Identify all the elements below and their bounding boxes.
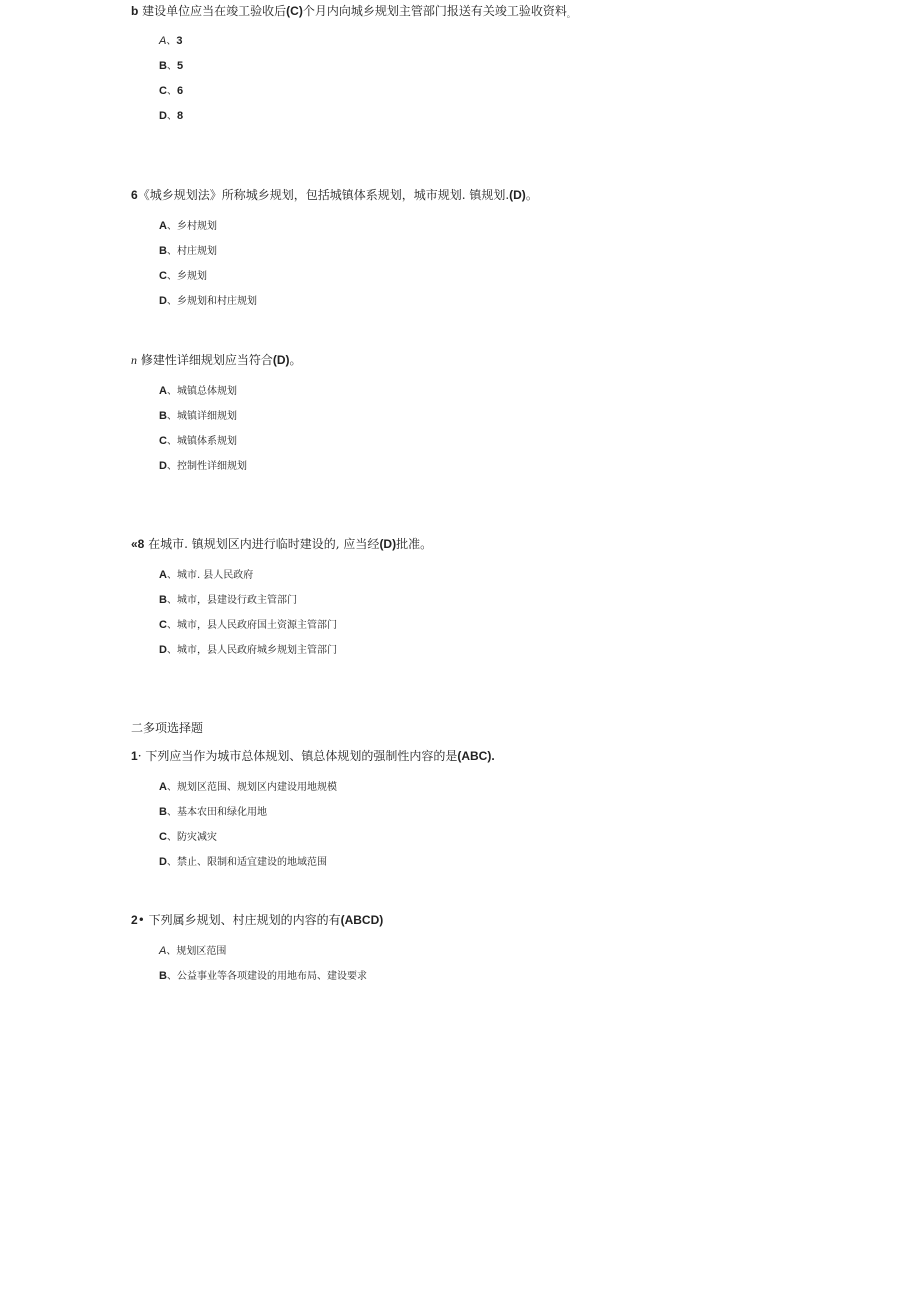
question-text: • 下列属乡规划、村庄规划的内容的有 bbox=[137, 913, 341, 927]
question-8 bbox=[131, 536, 432, 552]
option-letter: B bbox=[159, 594, 167, 606]
option-text: 乡规划 bbox=[176, 271, 207, 282]
option-separator: 、 bbox=[166, 971, 177, 982]
option-separator: 、 bbox=[166, 946, 177, 957]
option-text: 禁止、限制和适宜建设的地域范围 bbox=[176, 857, 327, 868]
answer-key: (D) bbox=[509, 188, 526, 202]
option-separator: 、 bbox=[166, 620, 177, 631]
option-text: 城镇总体规划 bbox=[176, 386, 237, 397]
answer-key: (D) bbox=[379, 537, 397, 551]
option-text: 公益事业等各项建设的用地布局、建设要求 bbox=[176, 971, 367, 982]
option-letter: A bbox=[159, 385, 167, 397]
option-separator: 、 bbox=[166, 807, 177, 818]
option-separator: 、 bbox=[166, 645, 177, 656]
option-text: 规划区范围、规划区内建设用地规模 bbox=[176, 782, 337, 793]
option-separator: 、 bbox=[166, 461, 177, 472]
option-text: 村庄规划 bbox=[176, 246, 217, 257]
option-b bbox=[159, 244, 217, 259]
option-letter: A bbox=[159, 220, 167, 232]
option-letter: B bbox=[159, 410, 167, 422]
option-text: 城镇详细规划 bbox=[176, 411, 237, 422]
option-separator: 、 bbox=[166, 411, 177, 422]
option-letter: D bbox=[159, 295, 167, 307]
option-d bbox=[159, 294, 257, 309]
question-text: 个月内向城乡规划主管部门报送有关竣工验收资料 bbox=[302, 4, 567, 18]
option-separator: 、 bbox=[166, 832, 177, 843]
option-text: 城市. 县人民政府 bbox=[176, 570, 254, 581]
option-b bbox=[159, 409, 237, 424]
option-separator: 、 bbox=[166, 61, 177, 72]
question-number: n bbox=[131, 353, 137, 367]
option-text: 城镇体系规划 bbox=[176, 436, 237, 447]
multi-question-1 bbox=[131, 748, 495, 764]
option-letter: C bbox=[159, 85, 167, 97]
option-separator: 、 bbox=[166, 246, 177, 257]
option-text: 3 bbox=[176, 35, 183, 47]
option-letter: A bbox=[159, 945, 167, 957]
option-separator: 、 bbox=[166, 386, 177, 397]
option-letter: B bbox=[159, 970, 167, 982]
option-letter: A bbox=[159, 35, 167, 47]
option-text: 乡村规划 bbox=[176, 221, 217, 232]
option-a bbox=[159, 219, 217, 234]
option-separator: 、 bbox=[166, 857, 177, 868]
multi-question-2 bbox=[131, 912, 383, 928]
answer-key: (ABCD) bbox=[340, 913, 384, 927]
question-tail: 。 bbox=[525, 188, 538, 202]
option-b bbox=[159, 805, 267, 820]
option-text: 8 bbox=[176, 110, 184, 122]
question-number: «8 bbox=[131, 537, 145, 551]
option-b bbox=[159, 969, 367, 984]
option-text: 城市，县建设行政主管部门 bbox=[176, 595, 297, 606]
option-c bbox=[159, 269, 207, 284]
option-text: 城市，县人民政府国土资源主管部门 bbox=[176, 620, 337, 631]
option-letter: C bbox=[159, 831, 167, 843]
section-heading: 二多项选择题 bbox=[131, 721, 204, 735]
option-text: 城市，县人民政府城乡规划主管部门 bbox=[176, 645, 337, 656]
question-5 bbox=[131, 3, 575, 23]
option-letter: D bbox=[159, 856, 167, 868]
option-letter: C bbox=[159, 619, 167, 631]
question-text: 《城乡规划法》所称城乡规划，包括城镇体系规划，城市规划. 镇规划. bbox=[137, 188, 510, 202]
option-letter: D bbox=[159, 460, 167, 472]
question-text: 修建性详细规划应当符合 bbox=[137, 353, 273, 367]
question-7 bbox=[131, 352, 302, 368]
option-letter: B bbox=[159, 60, 167, 72]
option-text: 6 bbox=[176, 85, 184, 97]
option-letter: B bbox=[159, 806, 167, 818]
option-letter: C bbox=[159, 270, 167, 282]
answer-key: (D) bbox=[272, 353, 290, 367]
option-c bbox=[159, 434, 237, 449]
option-d bbox=[159, 109, 183, 124]
option-text: 规划区范围 bbox=[176, 946, 227, 957]
option-letter: B bbox=[159, 245, 167, 257]
option-d bbox=[159, 855, 327, 870]
option-separator: 、 bbox=[166, 436, 177, 447]
option-separator: 、 bbox=[166, 221, 177, 232]
question-number: b bbox=[131, 4, 139, 18]
question-number: 1 bbox=[131, 749, 138, 763]
option-a bbox=[159, 780, 337, 795]
question-6 bbox=[131, 187, 538, 203]
option-separator: 、 bbox=[166, 595, 177, 606]
option-d bbox=[159, 643, 337, 658]
option-text: 基本农田和绿化用地 bbox=[176, 807, 267, 818]
option-a bbox=[159, 384, 237, 399]
question-number: 2 bbox=[131, 913, 138, 927]
option-separator: 、 bbox=[166, 111, 177, 122]
option-a bbox=[159, 568, 253, 583]
option-a bbox=[159, 944, 226, 959]
option-separator: 、 bbox=[166, 86, 177, 97]
question-text: 在城市. 镇规划区内进行临时建设的, 应当经 bbox=[144, 537, 380, 551]
question-number: 6 bbox=[131, 188, 138, 202]
question-tail: 。 bbox=[566, 10, 575, 19]
option-d bbox=[159, 459, 247, 474]
option-b bbox=[159, 59, 183, 74]
option-text: 控制性详细规划 bbox=[176, 461, 247, 472]
question-text: · 下列应当作为城市总体规划、镇总体规划的强制性内容的是 bbox=[137, 749, 458, 763]
option-separator: 、 bbox=[166, 570, 177, 581]
option-letter: D bbox=[159, 110, 167, 122]
option-c bbox=[159, 830, 217, 845]
option-a bbox=[159, 34, 182, 49]
answer-key: (C) bbox=[286, 4, 303, 18]
question-text: 批准。 bbox=[396, 537, 433, 551]
option-b bbox=[159, 593, 297, 608]
option-text: 5 bbox=[176, 60, 184, 72]
answer-key: (ABC). bbox=[457, 749, 495, 763]
option-letter: D bbox=[159, 644, 167, 656]
question-tail: 。 bbox=[289, 353, 302, 367]
option-text: 防灾减灾 bbox=[176, 832, 217, 843]
option-c bbox=[159, 84, 183, 99]
option-text: 乡规划和村庄规划 bbox=[176, 296, 257, 307]
option-letter: A bbox=[159, 569, 167, 581]
option-separator: 、 bbox=[166, 271, 177, 282]
option-separator: 、 bbox=[166, 296, 177, 307]
option-letter: C bbox=[159, 435, 167, 447]
option-letter: A bbox=[159, 781, 167, 793]
option-separator: 、 bbox=[166, 782, 177, 793]
option-separator: 、 bbox=[166, 36, 177, 47]
question-text: 建设单位应当在竣工验收后 bbox=[138, 4, 287, 18]
option-c bbox=[159, 618, 337, 633]
